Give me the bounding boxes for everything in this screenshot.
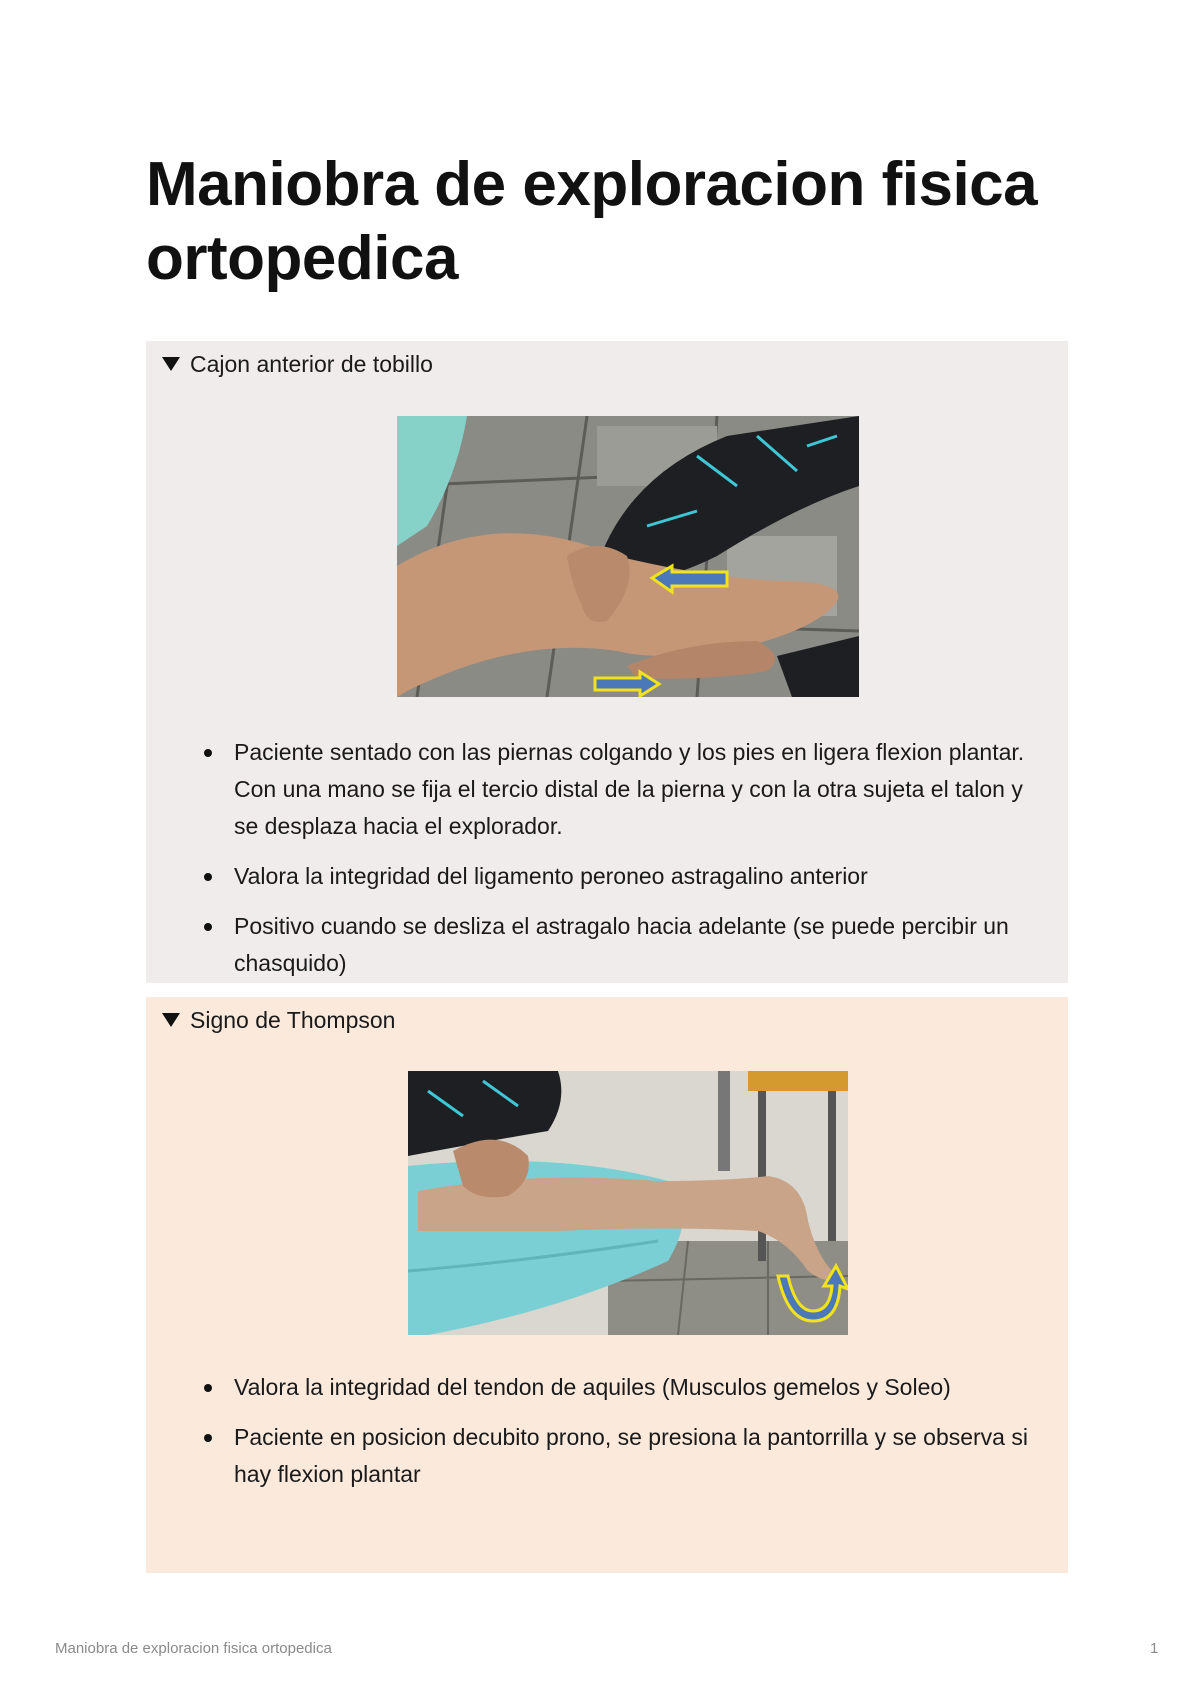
triangle-down-icon[interactable] <box>162 357 180 371</box>
list-item: Paciente sentado con las piernas colgando y los pies en ligera flexion plantar. Con una mano se fija el tercio distal de la pierna y con la otra sujeta el talon y se desplaza hacia el explorador. <box>192 734 1038 845</box>
bullet-list <box>192 734 1038 995</box>
toggle-title: Signo de Thompson <box>190 1007 396 1033</box>
list-item: Valora la integridad del ligamento peroneo astragalino anterior <box>192 858 1038 895</box>
ankle-drawer-photo <box>397 416 859 697</box>
toggle-title: Cajon anterior de tobillo <box>190 351 433 377</box>
toggle-header[interactable] <box>162 347 433 381</box>
list-item: Valora la integridad del tendon de aquiles (Musculos gemelos y Soleo) <box>192 1369 1038 1406</box>
bullet-list <box>192 1369 1038 1506</box>
thompson-sign-photo <box>408 1071 848 1335</box>
footer-page-number: 1 <box>1150 1640 1159 1657</box>
toggle-block-cajon-anterior <box>146 341 1068 983</box>
footer-doc-title: Maniobra de exploracion fisica ortopedica <box>55 1640 332 1657</box>
list-item: Paciente en posicion decubito prono, se presiona la pantorrilla y se observa si hay flexion plantar <box>192 1419 1038 1493</box>
list-item: Positivo cuando se desliza el astragalo hacia adelante (se puede percibir un chasquido) <box>192 908 1038 982</box>
toggle-header[interactable] <box>162 1003 395 1037</box>
toggle-block-thompson <box>146 997 1068 1573</box>
triangle-down-icon[interactable] <box>162 1013 180 1027</box>
page-title: Maniobra de exploracion fisica ortopedica <box>146 150 1038 293</box>
